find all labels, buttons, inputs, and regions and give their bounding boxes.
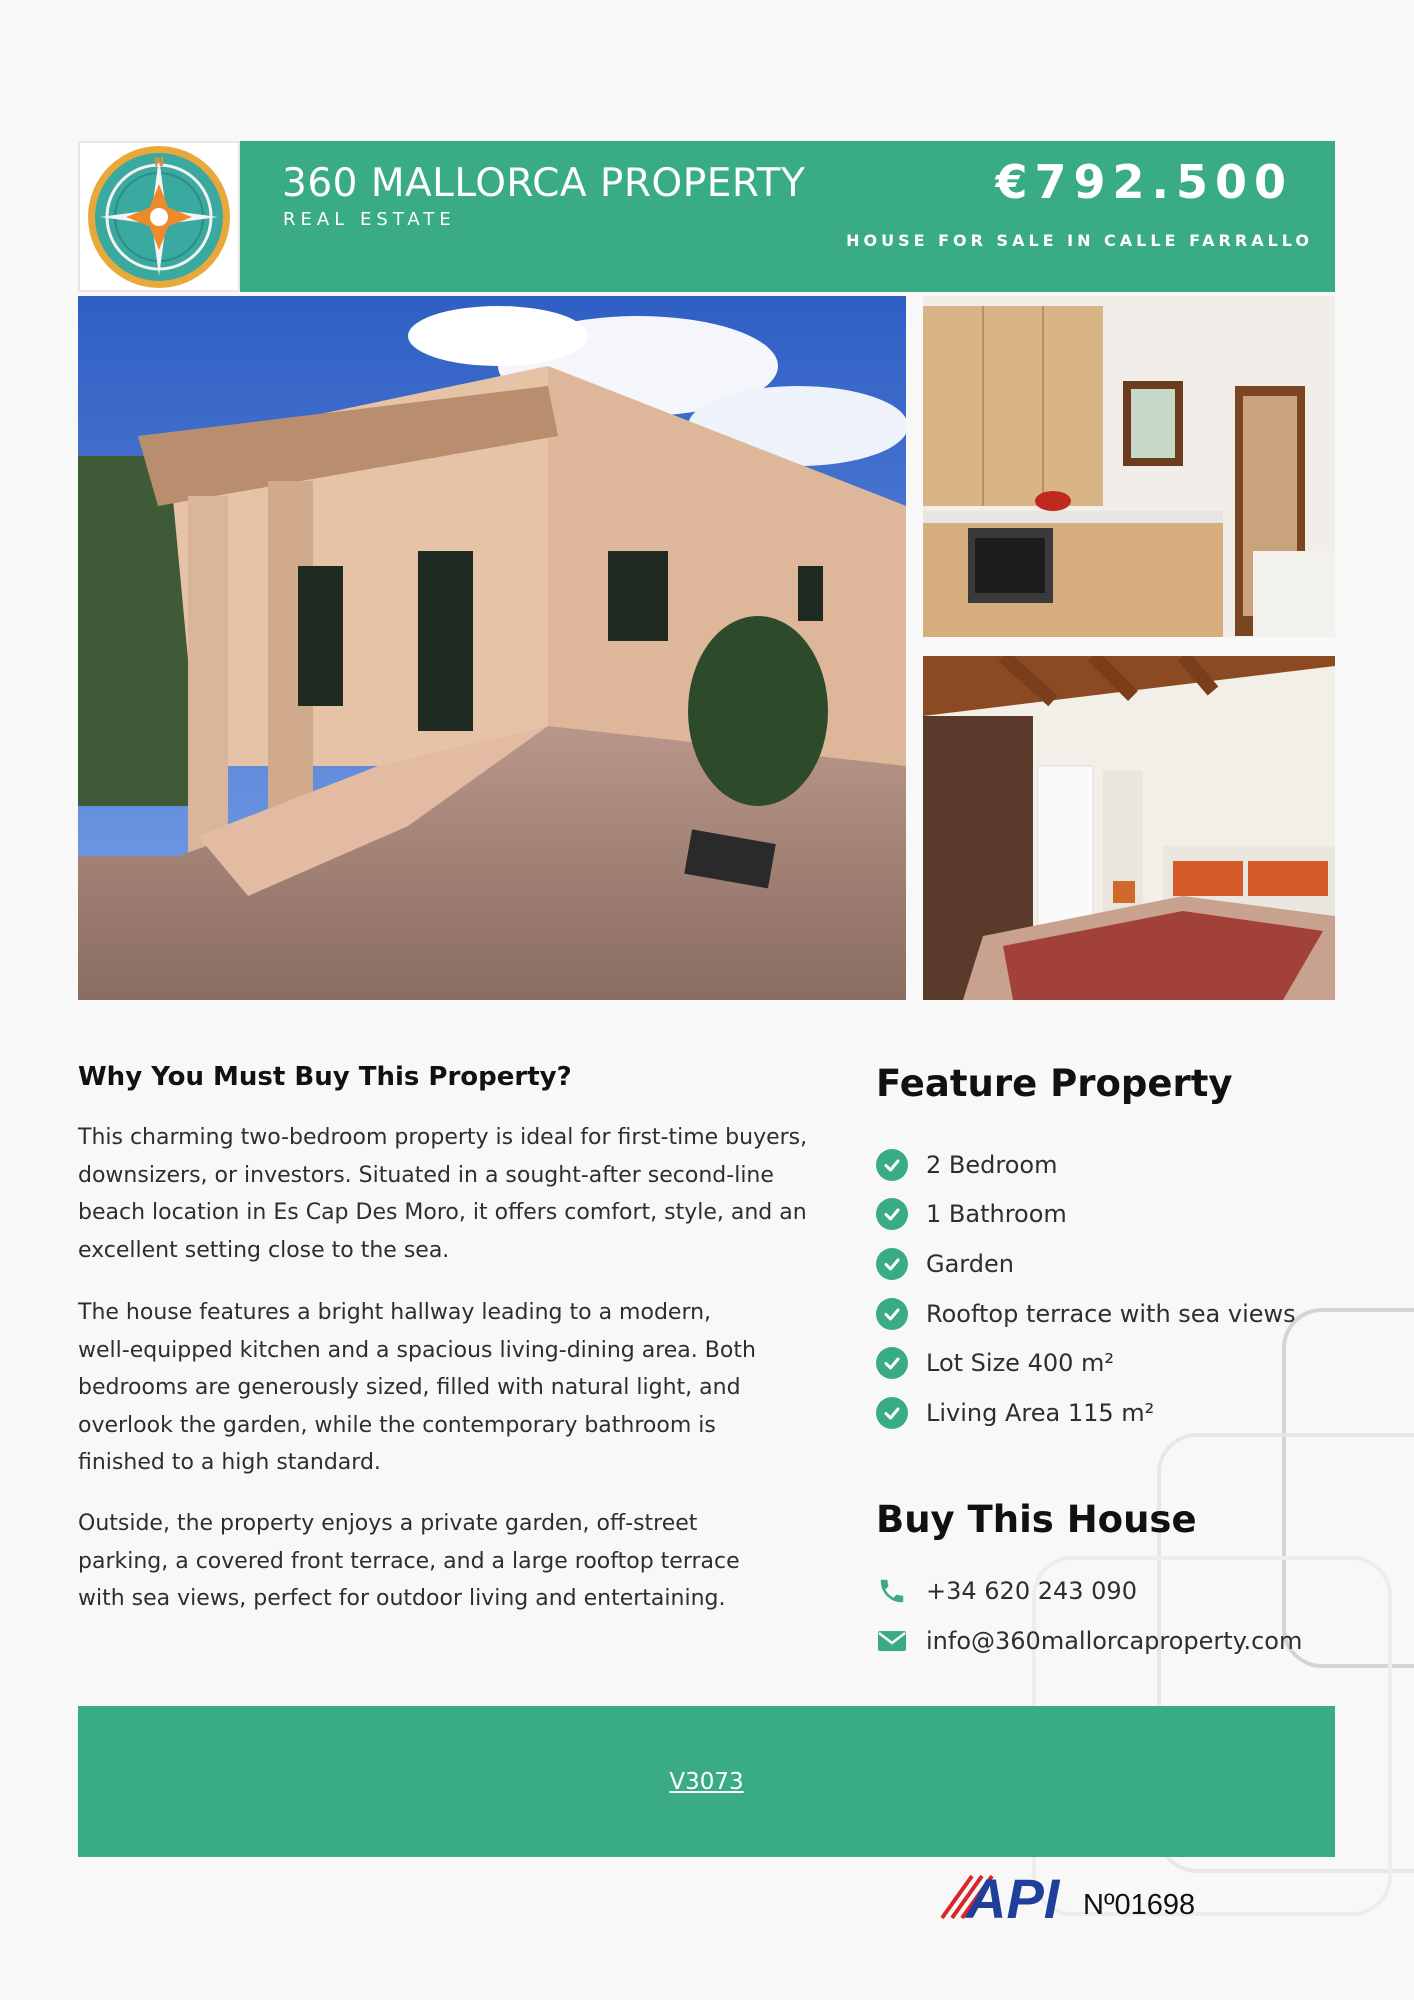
- property-price: €792.500: [995, 155, 1293, 209]
- feature-label: Garden: [926, 1249, 1014, 1278]
- exterior-stone-house-photo: [78, 296, 906, 1000]
- reference-link[interactable]: V3073: [669, 1768, 744, 1795]
- feature-item: [876, 1239, 1296, 1289]
- feature-label: 2 Bedroom: [926, 1150, 1058, 1179]
- check-circle-icon: [876, 1248, 908, 1280]
- feature-item: [876, 1289, 1296, 1339]
- description-paragraph: Outside, the property enjoys a private garden, off-street parking, a covered front terrace, and a large rooftop terrace with sea views, perfect for outdoor living and entertaining.: [78, 1511, 740, 1611]
- feature-label: Lot Size 400 m²: [926, 1349, 1115, 1378]
- bedroom-photo: [923, 656, 1335, 1000]
- brand-name: 360 MALLORCA PROPERTY: [282, 161, 806, 206]
- description-paragraph: This charming two-bedroom property is ideal for first-time buyers, downsizers, or investors. Situated in a sought-after second-line beach location in Es Cap Des Moro, it offers comfort, style, and an excellent setting close to the sea.: [78, 1125, 808, 1263]
- check-circle-icon: [876, 1149, 908, 1181]
- contact-title: Buy This House: [876, 1498, 1197, 1541]
- feature-item: [876, 1140, 1296, 1190]
- description-paragraph: The house features a bright hallway leading to a modern, well-equipped kitchen and a spacious living-dining area. Both bedrooms are generously sized, filled with natural light, and overlook the garden, while the contemporary bathroom is finished to a high standard.: [78, 1300, 756, 1475]
- check-circle-icon: [876, 1198, 908, 1230]
- check-circle-icon: [876, 1347, 908, 1379]
- check-circle-icon: [876, 1397, 908, 1429]
- api-logo-text: API: [966, 1867, 1060, 1926]
- phone-icon: [876, 1575, 908, 1607]
- compass-rose-icon: [86, 144, 232, 290]
- contact-phone[interactable]: [876, 1575, 1137, 1607]
- feature-label: Living Area 115 m²: [926, 1398, 1155, 1427]
- svg-text:N: N: [153, 154, 165, 169]
- feature-label: 1 Bathroom: [926, 1200, 1067, 1229]
- check-circle-icon: [876, 1298, 908, 1330]
- brand-logo: [78, 141, 240, 292]
- footer-banner: [78, 1706, 1335, 1857]
- phone-number[interactable]: +34 620 243 090: [926, 1577, 1137, 1605]
- feature-label: Rooftop terrace with sea views: [926, 1299, 1296, 1328]
- feature-item: [876, 1338, 1296, 1388]
- feature-item: [876, 1190, 1296, 1240]
- description-title: Why You Must Buy This Property?: [78, 1062, 572, 1092]
- api-number: Nº01698: [1083, 1889, 1196, 1921]
- brand-tagline: REAL ESTATE: [283, 209, 456, 230]
- feature-item: [876, 1388, 1296, 1438]
- features-title: Feature Property: [876, 1062, 1233, 1105]
- contact-email[interactable]: [876, 1625, 1302, 1657]
- kitchen-photo: [923, 296, 1335, 637]
- header-banner: [78, 141, 1335, 292]
- listing-subtitle: HOUSE FOR SALE IN CALLE FARRALLO: [846, 231, 1313, 250]
- api-logo: [938, 1866, 1078, 1926]
- email-address[interactable]: info@360mallorcaproperty.com: [926, 1627, 1303, 1655]
- envelope-icon: [876, 1625, 908, 1657]
- features-list: [876, 1140, 1296, 1438]
